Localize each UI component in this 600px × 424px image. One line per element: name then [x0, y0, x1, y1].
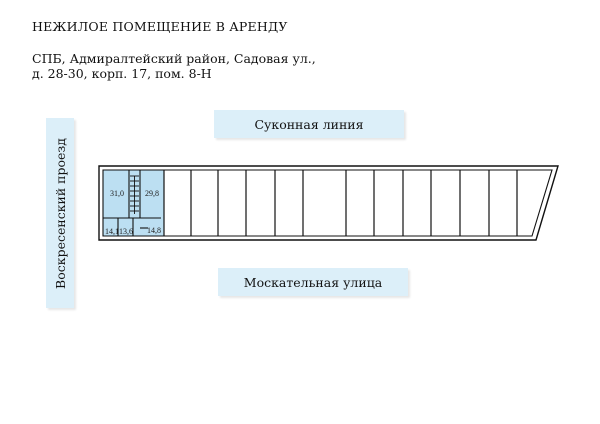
room-area-label: 14,1	[105, 227, 119, 236]
street-name-moskatelnaya: Москательная улица	[243, 274, 383, 290]
street-name-sukonnaya: Суконная линия	[254, 116, 364, 132]
listing-title: НЕЖИЛОЕ ПОМЕЩЕНИЕ В АРЕНДУ	[32, 19, 288, 34]
building-inner-wall	[103, 170, 552, 236]
unit-partitions	[164, 170, 517, 236]
room-area-label: 13,6	[119, 227, 133, 236]
address-line-2: д. 28-30, корп. 17, пом. 8-Н	[32, 66, 212, 81]
street-name-voskresensky: Воскресенский проезд	[52, 137, 68, 289]
room-area-label: 29,8	[145, 189, 159, 198]
address-line-1: СПБ, Адмиралтейский район, Садовая ул.,	[32, 51, 316, 66]
room-area-label: 14,8	[147, 226, 161, 235]
room-area-label: 31,0	[110, 189, 124, 198]
